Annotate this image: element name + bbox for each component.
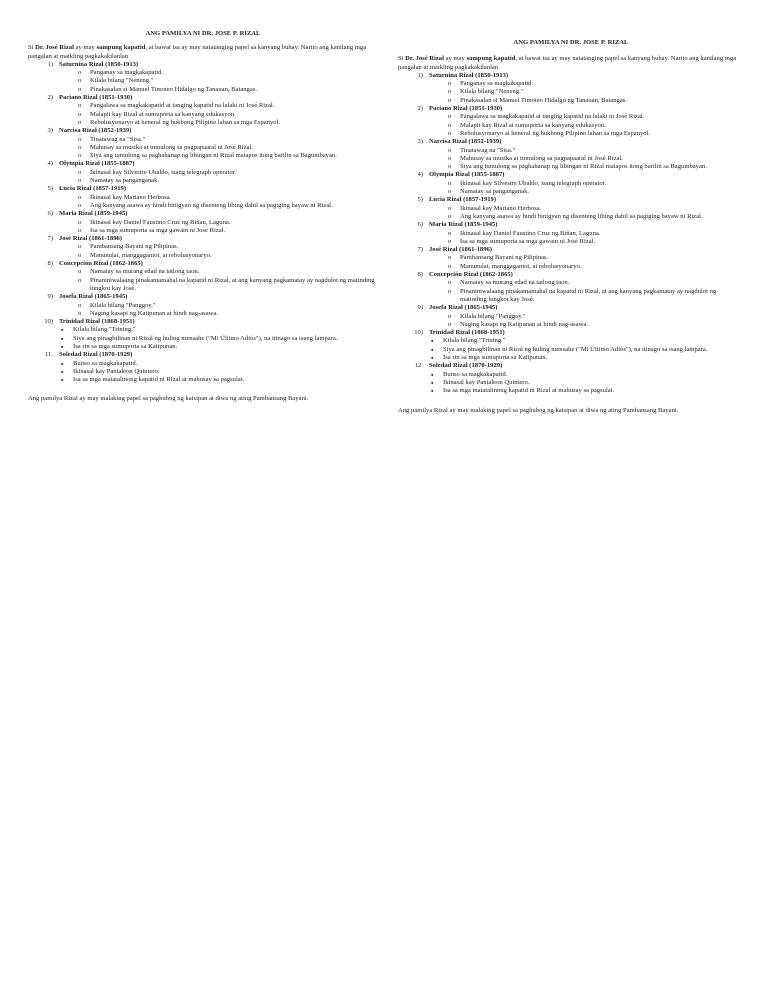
item-number: 6)	[417, 221, 423, 229]
fact-item: o Mahusay sa musika at tumulong sa pagpapaaral ni José Rizal.	[448, 155, 744, 163]
intro-name: Dr. José Rizal	[35, 44, 74, 52]
intro-mid: ay may	[73, 44, 97, 52]
sibling-name: Narcisa Rizal (1852-1939)	[429, 138, 502, 146]
fact-item: o Naging kasapi ng Katipunan at hindi nag-asawa.	[448, 321, 744, 329]
fact-item: ▪ Ikinasal kay Pantaleon Quintero.	[431, 379, 744, 387]
fact-item: ▪ Siya ang pinagbilinan ni Rizal ng huling mensahe ("Mi Último Adiós"), na itinago sa isang lampara.	[61, 335, 378, 343]
sibling-name: Lucia Rizal (1857-1919)	[59, 185, 127, 193]
document-title: ANG PAMILYA NI DR. JOSE P. RIZAL	[513, 39, 629, 46]
item-number: 8)	[417, 271, 423, 279]
fact-list	[429, 180, 744, 197]
sibling-name: Soledad Rizal (1870-1929)	[429, 362, 503, 370]
sibling-name: Narcisa Rizal (1852-1939)	[59, 127, 132, 135]
closing-paragraph: Ang pamilya Rizal ay may malaking papel sa paghubog ng kaisipan at diwa ng ating Pambansang Bayani.	[28, 395, 309, 403]
item-number: 10)	[414, 329, 423, 337]
document-title: ANG PAMILYA NI DR. JOSE P. RIZAL	[145, 30, 261, 37]
item-number: 1)	[47, 60, 53, 68]
fact-item: ▪ Ikinasal kay Pantaleon Quintero.	[61, 368, 378, 376]
fact-item: o Siya ang tumulong sa paghahanap ng libingan ni Rizal matapos itong barilin sa Bagumbayan.	[448, 163, 744, 171]
fact-item: o Tinatawag na "Sisa."	[78, 136, 378, 144]
sibling-item	[398, 196, 744, 221]
sibling-name: Josefa Rizal (1865-1945)	[59, 293, 128, 301]
document-copy-right	[398, 39, 744, 416]
fact-list	[59, 136, 378, 161]
sibling-item	[398, 329, 744, 362]
fact-list	[59, 268, 378, 293]
item-number: 3)	[47, 127, 53, 135]
fact-list	[59, 243, 378, 260]
fact-item: o Manunulat, manggagamot, at rebolusyonaryo.	[448, 263, 744, 271]
sibling-item	[28, 160, 378, 185]
fact-list	[429, 205, 744, 222]
fact-item: ▪ Isa rin sa mga sumuporta sa Katipunan.	[61, 343, 378, 351]
sibling-item	[28, 260, 378, 293]
sibling-item	[28, 351, 378, 384]
item-number: 2)	[47, 94, 53, 102]
fact-item: o Namatay sa panganganak.	[78, 177, 378, 185]
item-number: 8)	[47, 260, 53, 268]
sibling-item	[28, 235, 378, 260]
fact-item: o Kilala bilang "Panggoy."	[78, 302, 378, 310]
item-number: 12.	[414, 362, 423, 370]
item-number: 4)	[47, 160, 53, 168]
fact-item: o Malapit kay Rizal at sumuporta sa kanyang edukasyon.	[448, 122, 744, 130]
sibling-name: Concepción Rizal (1862-1865)	[59, 260, 143, 268]
sibling-item	[28, 94, 378, 127]
item-number: 9)	[47, 293, 53, 301]
fact-item: o Naging kasapi ng Katipunan at hindi nag-asawa.	[78, 310, 378, 318]
fact-item: o Kilala bilang "Neneng."	[78, 77, 378, 85]
fact-list	[429, 113, 744, 138]
fact-item: o Pambansang Bayani ng Pilipinas.	[78, 243, 378, 251]
intro-post: , at bawat isa ay may natatanging papel sa kanyang buhay. Narito ang kanilang mga pangalan at maikling pagkakakilanlan	[398, 55, 737, 71]
fact-item: o Rebolusyonaryo at heneral ng hukbong Pilipino laban sa mga Espanyol.	[78, 119, 378, 127]
intro-pre: Si	[398, 55, 406, 63]
intro-paragraph	[28, 44, 378, 61]
sibling-item	[28, 318, 378, 351]
fact-item: o Panganay sa magkakapatid.	[78, 69, 378, 77]
fact-item: o Ikinasal kay Mariano Herbosa.	[78, 194, 378, 202]
sibling-item	[398, 362, 744, 395]
fact-item: o Isa sa mga sumuporta sa mga gawain ni José Rizal.	[448, 238, 744, 246]
sibling-item	[398, 246, 744, 271]
fact-item: o Ikinasal kay Daniel Faustino Cruz ng Biñan, Laguna.	[78, 219, 378, 227]
fact-list	[59, 102, 378, 127]
fact-list	[429, 337, 744, 362]
sibling-list	[398, 72, 744, 396]
item-number: 7)	[47, 235, 53, 243]
fact-list	[59, 360, 378, 385]
sibling-item	[28, 293, 378, 318]
item-number: 2)	[417, 105, 423, 113]
fact-item: ▪ Kilala bilang "Trining."	[61, 326, 378, 334]
fact-list	[59, 219, 378, 236]
item-number: 4)	[417, 171, 423, 179]
fact-list	[59, 302, 378, 319]
sibling-item	[398, 105, 744, 138]
sibling-name: Olympia Rizal (1855-1887)	[59, 160, 135, 168]
closing-paragraph: Ang pamilya Rizal ay may malaking papel sa paghubog ng kaisipan at diwa ng ating Pambansang Bayani.	[398, 407, 679, 415]
fact-item: ▪ Kilala bilang "Trining."	[431, 337, 744, 345]
sibling-name: Maria Rizal (1859-1945)	[429, 221, 498, 229]
intro-count: sampung kapatid	[96, 44, 146, 52]
intro-name: Dr. José Rizal	[405, 55, 444, 63]
sibling-name: José Rizal (1861-1896)	[59, 235, 122, 243]
fact-item: o Namatay sa panganganak.	[448, 188, 744, 196]
fact-item: ▪ Isa sa mga matatalinong kapatid ni Rizal at mahusay sa pagsulat.	[431, 387, 744, 395]
fact-list	[429, 254, 744, 271]
intro-post: , at bawat isa ay may natatanging papel sa kanyang buhay. Narito ang kanilang mga pangalan at maikling pagkakakilanlan	[28, 44, 367, 60]
fact-item: o Pinaniniwalaang pinakamamahal na kapatid ni Rizal, at ang kanyang pagkamatay ay nagdulot ng matinding lungkot kay José.	[448, 288, 744, 305]
fact-list	[59, 326, 378, 351]
sibling-item	[398, 171, 744, 196]
item-number: 10)	[44, 318, 53, 326]
item-number: 3)	[417, 138, 423, 146]
fact-item: o Isa sa mga sumuporta sa mga gawain ni José Rizal.	[78, 227, 378, 235]
fact-item: o Manunulat, manggagamot, at rebolusyonaryo.	[78, 252, 378, 260]
sibling-item	[398, 72, 744, 105]
fact-item: o Malapit kay Rizal at sumuporta sa kanyang edukasyon.	[78, 111, 378, 119]
fact-list	[429, 147, 744, 172]
sibling-item	[28, 61, 378, 94]
fact-item: o Siya ang tumulong sa paghahanap ng libingan ni Rizal matapos itong barilin sa Bagumbayan.	[78, 152, 378, 160]
sibling-name: Paciano Rizal (1851-1930)	[429, 105, 503, 113]
sibling-name: Saturnina Rizal (1850-1913)	[59, 60, 139, 68]
fact-item: o Kilala bilang "Neneng."	[448, 88, 744, 96]
sibling-name: Paciano Rizal (1851-1930)	[59, 94, 133, 102]
fact-item: ▪ Bunso sa magkakapatid.	[61, 360, 378, 368]
intro-mid: ay may	[443, 55, 467, 63]
sibling-name: Trinidad Rizal (1868-1951)	[59, 318, 135, 326]
sibling-name: Lucia Rizal (1857-1919)	[429, 196, 497, 204]
sibling-list	[28, 61, 378, 385]
fact-list	[429, 80, 744, 105]
fact-item: o Panganay sa magkakapatid.	[448, 80, 744, 88]
sibling-name: José Rizal (1861-1896)	[429, 246, 492, 254]
intro-pre: Si	[28, 44, 36, 52]
fact-item: o Namatay sa murang edad na tatlong taon.	[78, 268, 378, 276]
fact-item: o Pambansang Bayani ng Pilipinas.	[448, 254, 744, 262]
intro-paragraph	[398, 55, 744, 72]
intro-count: sampung kapatid	[466, 55, 516, 63]
fact-list	[429, 279, 744, 304]
fact-item: o Kilala bilang "Panggoy."	[448, 313, 744, 321]
fact-item: o Ang kanyang asawa ay hindi binigyan ng disenteng libing dahil sa pagiging bayaw ni Rizal.	[78, 202, 378, 210]
fact-item: o Ang kanyang asawa ay hindi binigyan ng disenteng libing dahil sa pagiging bayaw ni Rizal.	[448, 213, 744, 221]
item-number: 9)	[417, 304, 423, 312]
item-number: 5)	[47, 185, 53, 193]
item-number: 5)	[417, 196, 423, 204]
sibling-item	[398, 271, 744, 304]
sibling-item	[28, 210, 378, 235]
fact-item: o Mahusay sa musika at tumulong sa pagpapaaral ni José Rizal.	[78, 144, 378, 152]
fact-list	[59, 69, 378, 94]
fact-item: o Pangalawa sa magkakapatid at tanging kapatid na lalaki ni José Rizal.	[448, 113, 744, 121]
sibling-item	[28, 185, 378, 210]
sibling-item	[28, 127, 378, 160]
fact-item: o Pangalawa sa magkakapatid at tanging kapatid na lalaki ni José Rizal.	[78, 102, 378, 110]
item-number: 6)	[47, 210, 53, 218]
sibling-item	[398, 221, 744, 246]
fact-list	[429, 313, 744, 330]
sibling-item	[398, 304, 744, 329]
fact-item: ▪ Isa rin sa mga sumuporta sa Katipunan.	[431, 354, 744, 362]
fact-item: o Tinatawag na "Sisa."	[448, 147, 744, 155]
fact-item: o Ikinasal kay Daniel Faustino Cruz ng Biñan, Laguna.	[448, 230, 744, 238]
fact-item: ▪ Siya ang pinagbilinan ni Rizal ng huling mensahe ("Mi Último Adiós"), na itinago sa isang lampara.	[431, 346, 744, 354]
fact-item: o Rebolusyonaryo at heneral ng hukbong Pilipino laban sa mga Espanyol.	[448, 130, 744, 138]
sibling-name: Maria Rizal (1859-1945)	[59, 210, 128, 218]
fact-item: o Ikinasal kay Mariano Herbosa.	[448, 205, 744, 213]
sibling-name: Concepción Rizal (1862-1865)	[429, 271, 513, 279]
fact-list	[59, 194, 378, 211]
sibling-name: Soledad Rizal (1870-1929)	[59, 351, 133, 359]
sibling-name: Olympia Rizal (1855-1887)	[429, 171, 505, 179]
fact-item: o Ikinasal kay Silvestre Ubaldo, isang telegraph operator.	[448, 180, 744, 188]
fact-list	[429, 230, 744, 247]
fact-item: o Pinaniniwalaang pinakamamahal na kapatid ni Rizal, at ang kanyang pagkamatay ay nagdulot ng matinding lungkot kay José.	[78, 277, 378, 294]
sibling-name: Saturnina Rizal (1850-1913)	[429, 71, 509, 79]
fact-item: o Namatay sa murang edad na tatlong taon.	[448, 279, 744, 287]
fact-item: ▪ Isa sa mga matatalinong kapatid ni Rizal at mahusay sa pagsulat.	[61, 376, 378, 384]
item-number: 1)	[417, 71, 423, 79]
document-copy-left	[28, 30, 378, 404]
fact-list	[59, 169, 378, 186]
sibling-name: Trinidad Rizal (1868-1951)	[429, 329, 505, 337]
fact-item: o Pinakasalan si Manuel Timoteo Hidalgo ng Tanauan, Batangas.	[448, 97, 744, 105]
sibling-item	[398, 138, 744, 171]
sibling-name: Josefa Rizal (1865-1945)	[429, 304, 498, 312]
item-number: 7)	[417, 246, 423, 254]
fact-item: o Ikinasal kay Silvestre Ubaldo, isang telegraph operator.	[78, 169, 378, 177]
fact-item: ▪ Bunso sa magkakapatid.	[431, 371, 744, 379]
fact-item: o Pinakasalan si Manuel Timoteo Hidalgo ng Tanauan, Batangas.	[78, 86, 378, 94]
item-number: 11.	[45, 351, 53, 359]
fact-list	[429, 371, 744, 396]
